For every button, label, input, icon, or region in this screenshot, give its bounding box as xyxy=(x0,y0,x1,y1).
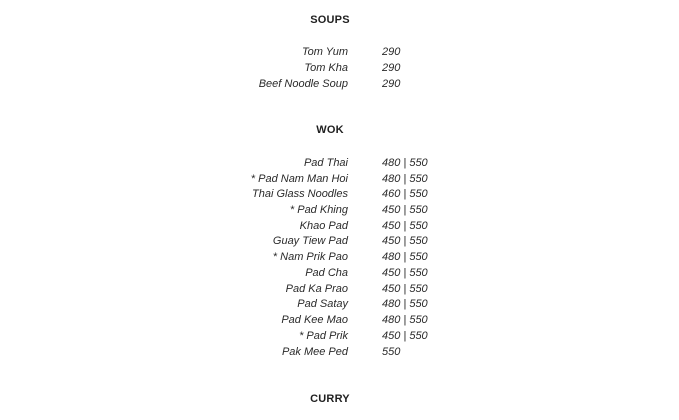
menu-item xyxy=(0,155,679,171)
menu-item xyxy=(0,281,679,297)
menu-item-price: 450 | 550 xyxy=(382,330,428,342)
menu-item xyxy=(0,76,679,92)
menu-item xyxy=(0,186,679,202)
menu-item-name: * Pad Nam Man Hoi xyxy=(250,173,348,185)
menu-item-name: Pad Cha xyxy=(305,267,348,279)
menu-item-name: Tom Kha xyxy=(304,62,348,74)
menu-item xyxy=(0,265,679,281)
menu-item-price: 290 xyxy=(382,78,401,90)
menu-item-name: * Pad Khing xyxy=(289,204,348,216)
menu-item-price: 480 | 550 xyxy=(382,251,428,263)
menu-item-name: Beef Noodle Soup xyxy=(258,78,348,90)
menu-item xyxy=(0,60,679,76)
menu-item-name: Thai Glass Noodles xyxy=(252,188,348,200)
menu-item-name: Pad Ka Prao xyxy=(285,283,348,295)
menu-item-price: 480 | 550 xyxy=(382,314,428,326)
menu-item-name: * Pad Prik xyxy=(299,330,348,342)
menu-item xyxy=(0,249,679,265)
menu-item-price: 450 | 550 xyxy=(382,235,428,247)
menu-item xyxy=(0,44,679,60)
menu-item-price: 480 | 550 xyxy=(382,298,428,310)
menu-item-name: * Nam Prik Pao xyxy=(272,251,348,263)
menu-item-price: 480 | 550 xyxy=(382,157,428,169)
menu-item xyxy=(0,296,679,312)
menu-item-name: Pad Satay xyxy=(297,298,348,310)
menu-item-name: Tom Yum xyxy=(301,46,348,58)
menu-item-name: Pak Mee Ped xyxy=(281,346,348,358)
menu-item-name: Pad Thai xyxy=(303,157,348,169)
menu-item xyxy=(0,344,679,360)
menu-item-name: Guay Tiew Pad xyxy=(272,235,348,247)
menu-item-price: 480 | 550 xyxy=(382,173,428,185)
menu-item xyxy=(0,171,679,187)
menu-item-price: 460 | 550 xyxy=(382,188,428,200)
menu-item-price: 450 | 550 xyxy=(382,220,428,232)
menu-item-name: Pad Kee Mao xyxy=(281,314,348,326)
menu-item-price: 290 xyxy=(382,62,401,74)
menu-item xyxy=(0,233,679,249)
menu-item xyxy=(0,202,679,218)
menu-item-price: 450 | 550 xyxy=(382,283,428,295)
menu-item xyxy=(0,328,679,344)
section-title-soups: SOUPS xyxy=(310,14,350,26)
section-title-wok: WOK xyxy=(316,124,344,136)
menu-item xyxy=(0,218,679,234)
menu-item-name: Khao Pad xyxy=(299,220,348,232)
menu-item xyxy=(0,312,679,328)
menu-item-price: 450 | 550 xyxy=(382,204,428,216)
section-title-curry: CURRY xyxy=(310,393,350,405)
menu-item-price: 550 xyxy=(382,346,401,358)
menu-item-price: 290 xyxy=(382,46,401,58)
menu-item-price: 450 | 550 xyxy=(382,267,428,279)
